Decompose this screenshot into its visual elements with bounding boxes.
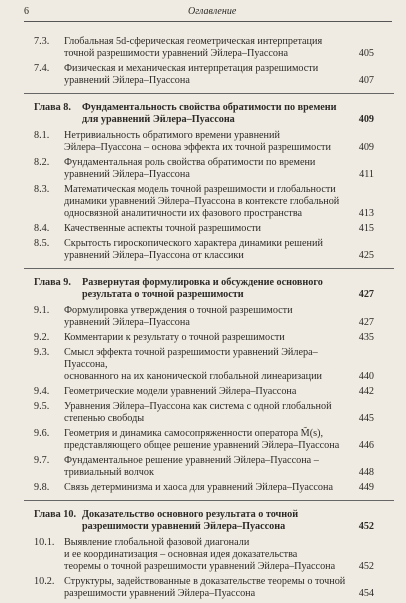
toc-entry[interactable] [34,130,374,154]
toc-entry[interactable] [34,238,374,262]
section-title-line: Физическая и механическая интерпретация разрешимости [64,63,319,74]
page-ref: 413 [358,208,374,219]
section-title [64,223,348,235]
section-title-line: Смысл эффекта точной разрешимости уравнений Эйлера–Пуассона, [64,347,318,370]
section-number: 8.3. [34,184,50,195]
section-number: 9.1. [34,305,50,316]
section-title-line: Геометрия и динамика самосопряженности оператора M̃(s), [64,428,324,439]
section-title-line: Комментарии к результату о точной разрешимости [64,332,285,343]
section-title-line: уравнений Эйлера–Пуассона от классики [64,250,244,261]
section-title-line: динамики уравнений Эйлера–Пуассона в контексте глобальной [64,196,340,207]
toc-entry[interactable] [34,537,374,573]
section-title-line: уравнений Эйлера–Пуассона [64,169,190,180]
page-header [24,6,392,20]
toc-entry[interactable] [34,305,374,329]
running-title: Оглавление [188,6,237,17]
section-title [64,63,348,87]
chapter-title-line: Развернутая формулировка и обсуждение основного [82,277,323,288]
section-title [64,130,348,154]
section-title-line: Формулировка утверждения о точной разрешимости [64,305,293,316]
section-number: 7.4. [34,63,50,74]
page-ref: 411 [359,169,374,180]
section-title-line: Связь детерминизма и хаоса для уравнений Эйлера–Пуассона [64,482,333,493]
section-number: 9.2. [34,332,50,343]
page-ref: 415 [358,223,374,234]
page-ref: 446 [358,440,374,451]
toc-entry[interactable] [34,157,374,181]
section-title [64,482,348,494]
chapter-heading[interactable] [34,277,374,301]
section-title [64,347,348,383]
section-title [64,238,348,262]
chapter-title-line: для уравнений Эйлера–Пуассона [82,114,235,125]
section-title-line: разрешимости уравнений Эйлера–Пуассона [64,588,256,599]
page-ref: 445 [358,413,374,424]
toc-entry[interactable] [34,63,374,87]
section-title-line: Нетривиальность обратимого времени уравнений [64,130,280,141]
section-title [64,576,348,600]
toc-entry[interactable] [34,428,374,452]
section-title [64,455,348,479]
page-ref: 448 [358,467,374,478]
section-number: 9.7. [34,455,50,466]
section-title [64,401,348,425]
toc-entry[interactable] [34,332,374,344]
section-title-line: уравнений Эйлера–Пуассона [64,75,190,86]
section-number: 8.2. [34,157,50,168]
section-title [64,36,348,60]
section-title-line: представляющего общее решение уравнений Эйлера–Пуассона [64,440,340,451]
page-ref: 425 [358,250,374,261]
section-title-line: степенью свободы [64,413,145,424]
section-number: 10.2. [34,576,55,587]
chapter-heading[interactable] [34,509,374,533]
section-title-line: односвязной аналитичности их фазового пространства [64,208,303,219]
section-title-line: уравнений Эйлера–Пуассона [64,317,190,328]
header-rule [24,21,392,22]
section-title-line: Качественные аспекты точной разрешимости [64,223,261,234]
section-title-line: Фундаментальная роль свойства обратимости по времени [64,157,316,168]
chapter-title [82,102,348,126]
chapter-divider [24,93,394,94]
section-title-line: основанного на их канонической глобальной линеаризации [64,371,323,382]
section-title [64,157,348,181]
chapter-title [82,509,348,533]
section-number: 9.5. [34,401,50,412]
section-number: 9.4. [34,386,50,397]
page-ref: 440 [358,371,374,382]
chapter-page-ref: 409 [358,114,374,125]
section-title-line: тривиальный волчок [64,467,154,478]
section-title-line: Уравнения Эйлера–Пуассона как система с одной глобальной [64,401,332,412]
section-title-line: Глобальная 5d-сферическая геометрическая интерпретация [64,36,323,47]
section-title [64,386,348,398]
chapter-label: Глава 10. [34,509,77,520]
page-ref: 407 [358,75,374,86]
chapter-title-line: разрешимости уравнений Эйлера–Пуассона [82,521,286,532]
toc-entry[interactable] [34,401,374,425]
toc-entry[interactable] [34,36,374,60]
section-title-line: Структуры, задействованные в доказательстве теоремы о точной [64,576,346,587]
page-ref: 409 [358,142,374,153]
section-title-line: Фундаментальное решение уравнений Эйлера–Пуассона – [64,455,319,466]
page-ref: 452 [358,561,374,572]
chapter-title-line: Фундаментальность свойства обратимости по времени [82,102,337,113]
section-title-line: Математическая модель точной разрешимости и глобальности [64,184,336,195]
section-number: 9.6. [34,428,50,439]
section-title-line: Выявление глобальной фазовой диагонали [64,537,250,548]
section-title-line: и ее координатизация – основная идея доказательства [64,549,298,560]
chapter-label: Глава 9. [34,277,71,288]
section-title-line: Скрытость гироскопического характера динамики решений [64,238,323,249]
chapter-title-line: результата о точной разрешимости [82,289,244,300]
section-number: 7.3. [34,36,50,47]
section-title-line: теоремы о точной разрешимости уравнений Эйлера–Пуассона [64,561,336,572]
section-title-line: точной разрешимости уравнений Эйлера–Пуассона [64,48,288,59]
page-ref: 435 [358,332,374,343]
chapter-page-ref: 427 [358,289,374,300]
page-ref: 454 [358,588,374,599]
page-ref: 442 [358,386,374,397]
section-title [64,305,348,329]
toc-entry[interactable] [34,482,374,494]
section-number: 8.1. [34,130,50,141]
chapter-page-ref: 452 [358,521,374,532]
section-title [64,332,348,344]
table-of-contents [34,36,374,603]
section-title-line: Геометрические модели уравнений Эйлера–Пуассона [64,386,297,397]
page-ref: 427 [358,317,374,328]
page-ref: 405 [358,48,374,59]
section-title [64,184,348,220]
section-number: 8.4. [34,223,50,234]
chapter-divider [24,500,394,501]
toc-entry[interactable] [34,386,374,398]
section-title [64,537,348,573]
section-number: 9.8. [34,482,50,493]
section-number: 9.3. [34,347,50,358]
chapter-heading[interactable] [34,102,374,126]
page-ref: 449 [358,482,374,493]
chapter-label: Глава 8. [34,102,71,113]
toc-entry[interactable] [34,576,374,600]
chapter-divider [24,268,394,269]
chapter-title [82,277,348,301]
toc-entry[interactable] [34,184,374,220]
page-number: 6 [24,6,29,17]
section-title-line: Эйлера–Пуассона – основа эффекта их точной разрешимости [64,142,331,153]
section-number: 8.5. [34,238,50,249]
section-number: 10.1. [34,537,55,548]
chapter-title-line: Доказательство основного результата о точной [82,509,299,520]
section-title [64,428,348,452]
toc-entry[interactable] [34,347,374,383]
toc-entry[interactable] [34,223,374,235]
toc-entry[interactable] [34,455,374,479]
